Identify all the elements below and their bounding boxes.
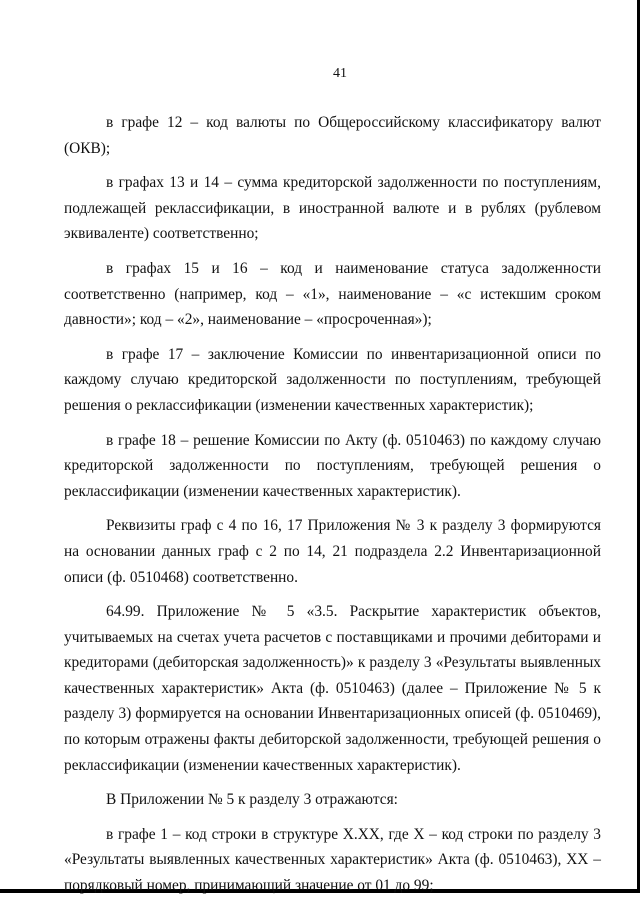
paragraph-prilozhenie-5: В Приложении № 5 к разделу 3 отражаются: (106, 791, 398, 809)
paragraph-grafy-15-16: в графах 15 и 16 – код и наименование статуса задолженности соответственно (например, код – «1», наименование – «с истекшим сроком давности»; код – «2», наименование – «просроченная»); (64, 259, 601, 329)
document-body (64, 110, 601, 908)
page-number: 41 (333, 66, 347, 81)
paragraph-grafy-13-14: в графах 13 и 14 – сумма кредиторской задолженности по поступлениям, подлежащей реклассификации, в иностранной валюте и в рублях (рублевом эквиваленте) соответственно; (64, 174, 601, 243)
paragraph-grafa-18: в графе 18 – решение Комиссии по Акту (ф. 0510463) по каждому случаю кредиторской задолженности по поступлениям, требующей решения о реклассификации (изменении качественных характеристик). (64, 431, 601, 500)
paragraph-grafa-1: в графе 1 – код строки в структуре Х.ХХ, где Х – код строки по разделу 3 «Результаты выявленных качественных характеристик» Акта (ф. 0510463), ХХ – порядковый номер, принимающий значение от 01 до 99; (64, 825, 601, 895)
paragraph-grafa-17: в графе 17 – заключение Комиссии по инвентаризационной описи по каждому случаю кредиторской задолженности по поступлениям, требующей решения о реклассификации (изменении качественных характеристик); (64, 345, 601, 414)
paragraph-grafa-12: в графе 12 – код валюты по Общероссийскому классификатору валют (ОКВ); (64, 114, 601, 157)
paragraph-rekvizity: Реквизиты граф с 4 по 16, 17 Приложения № 3 к разделу 3 формируются на основании данных граф с 2 по 14, 21 подраздела 2.2 Инвентаризационной описи (ф. 0510468) соответственно. (64, 517, 601, 586)
paragraph-64-99: 64.99. Приложение № 5 «3.5. Раскрытие характеристик объектов, учитываемых на счетах учета расчетов с поставщиками и прочими дебиторами и кредиторами (дебиторская задолженность)» к разделу 3 «Результаты выявленных качественных характеристик» Акта (ф. 0510463) (далее – Приложение № 5 к разделу 3) формируется на основании Инвентаризационных описей (ф. 0510469), по которым отражены факты дебиторской задолженности, требующей решения о реклассификации (изменении качественных характеристик). (64, 603, 601, 774)
